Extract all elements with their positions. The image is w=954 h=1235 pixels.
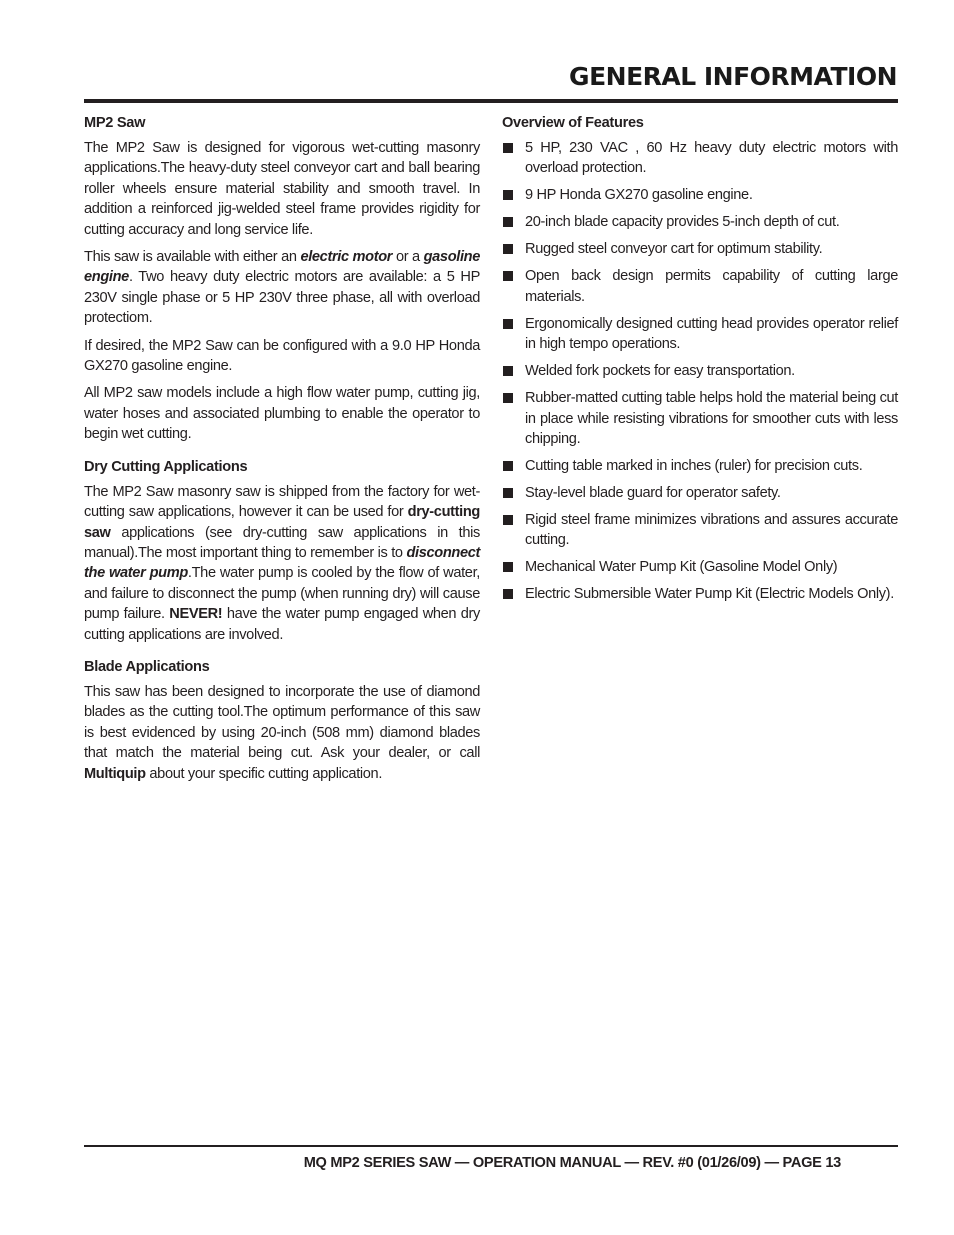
text-run: about your specific cutting application. xyxy=(145,765,383,782)
section-heading-features: Overview of Features xyxy=(502,115,644,131)
list-item xyxy=(502,557,898,577)
square-bullet-icon xyxy=(503,143,513,153)
text-run: have the water pump engaged when dry cutting applications are involved. xyxy=(84,606,480,643)
emphasis-electric-motor: electric motor xyxy=(300,249,393,266)
text-run: applications (see dry-cutting saw applications in this manual).The most important thing to remember is to xyxy=(84,524,480,561)
square-bullet-icon xyxy=(503,393,513,403)
list-item-text: 20-inch blade capacity provides 5-inch depth of cut. xyxy=(525,214,840,231)
list-item xyxy=(502,314,898,355)
square-bullet-icon xyxy=(503,366,513,376)
list-item xyxy=(502,388,898,449)
text-run: This saw has been designed to incorporate the use of diamond blades as the cutting tool.The optimum performance of this saw is best evidenced by using 20-inch (508 mm) diamond blades that match the material being cut. Ask your dealer, or call xyxy=(84,683,480,762)
list-item xyxy=(502,483,898,503)
list-item xyxy=(502,456,898,476)
text-run: This saw is available with either an xyxy=(84,249,301,266)
list-item-text: Open back design permits capability of cutting large materials. xyxy=(525,268,898,305)
list-item-text: 9 HP Honda GX270 gasoline engine. xyxy=(525,187,753,204)
emphasis-gasoline-engine: gasoline engine xyxy=(84,249,480,286)
list-item-text: Welded fork pockets for easy transportation. xyxy=(525,363,795,380)
list-item-text: 5 HP, 230 VAC , 60 Hz heavy duty electric motors with overload protection. xyxy=(525,140,898,177)
square-bullet-icon xyxy=(503,244,513,254)
text-run: The MP2 Saw masonry saw is shipped from the factory for wet-cutting saw applications, however it can be used for xyxy=(84,483,480,521)
emphasis-multiquip: Multiquip xyxy=(84,765,146,782)
list-item-text: Rubber-matted cutting table helps hold the material being cut in place while resisting vibrations for smoother cuts with less chipping. xyxy=(525,390,898,448)
section-heading-dry-cutting: Dry Cutting Applications xyxy=(84,458,248,475)
header-divider xyxy=(84,99,898,103)
list-item-text: Rigid steel frame minimizes vibrations and assures accurate cutting. xyxy=(525,512,898,549)
list-item-text: Electric Submersible Water Pump Kit (Electric Models Only). xyxy=(525,586,894,603)
footer-divider xyxy=(84,1145,898,1147)
square-bullet-icon xyxy=(503,271,513,281)
square-bullet-icon xyxy=(503,217,513,227)
square-bullet-icon xyxy=(503,488,513,498)
list-item-text: Mechanical Water Pump Kit (Gasoline Model Only) xyxy=(525,559,838,576)
page-footer: MQ MP2 SERIES SAW — OPERATION MANUAL — REV. #0 (01/26/09) — PAGE 13 xyxy=(303,1155,841,1171)
emphasis-dry-cutting-saw: dry-cutting saw xyxy=(84,504,480,541)
square-bullet-icon xyxy=(503,190,513,200)
list-item xyxy=(502,584,898,604)
emphasis-never: NEVER! xyxy=(169,606,223,623)
list-item xyxy=(502,510,898,551)
right-column xyxy=(502,114,898,611)
list-item-text: Cutting table marked in inches (ruler) for precision cuts. xyxy=(525,458,863,475)
features-list xyxy=(502,138,898,605)
mp2-saw-paragraph-3: If desired, the MP2 Saw can be configured with a 9.0 HP Honda GX270 gasoline engine. xyxy=(84,337,480,375)
text-run: . Two heavy duty electric motors are available: a 5 HP 230V single phase or 5 HP 230V three phase, all with overload protectiom. xyxy=(84,269,480,327)
mp2-saw-paragraph-1: The MP2 Saw is designed for vigorous wet-cutting masonry applications.The heavy-duty steel conveyor cart and ball bearing roller wheels ensure material stability and smooth travel. In addition a reinforced jig-welded steel frame provides rigidity for cutting accuracy and long service life. xyxy=(84,140,480,238)
list-item xyxy=(502,361,898,381)
dry-cutting-paragraph xyxy=(84,482,480,645)
emphasis-disconnect-pump: disconnect the water pump xyxy=(84,544,480,582)
list-item xyxy=(502,185,898,205)
list-item xyxy=(502,212,898,232)
square-bullet-icon xyxy=(503,515,513,525)
square-bullet-icon xyxy=(503,319,513,329)
section-heading-blade: Blade Applications xyxy=(84,658,210,675)
square-bullet-icon xyxy=(503,461,513,471)
blade-paragraph xyxy=(84,682,480,784)
page-title: GENERAL INFORMATION xyxy=(569,62,897,91)
mp2-saw-paragraph-2 xyxy=(84,247,480,329)
square-bullet-icon xyxy=(503,589,513,599)
section-heading-mp2-saw: MP2 Saw xyxy=(84,115,146,131)
square-bullet-icon xyxy=(503,562,513,572)
list-item xyxy=(502,266,898,307)
list-item-text: Stay-level blade guard for operator safety. xyxy=(525,485,781,502)
list-item-text: Ergonomically designed cutting head provides operator relief in high tempo operations. xyxy=(525,315,898,353)
list-item xyxy=(502,138,898,179)
list-item xyxy=(502,239,898,259)
list-item-text: Rugged steel conveyor cart for optimum stability. xyxy=(525,241,823,258)
text-run: .The water pump is cooled by the flow of water, and failure to disconnect the pump (when running dry) will cause pump failure. xyxy=(84,565,480,623)
text-run: or a xyxy=(392,249,424,266)
left-column xyxy=(84,114,480,791)
mp2-saw-paragraph-4: All MP2 saw models include a high flow water pump, cutting jig, water hoses and associated plumbing to enable the operator to begin wet cutting. xyxy=(84,385,480,443)
